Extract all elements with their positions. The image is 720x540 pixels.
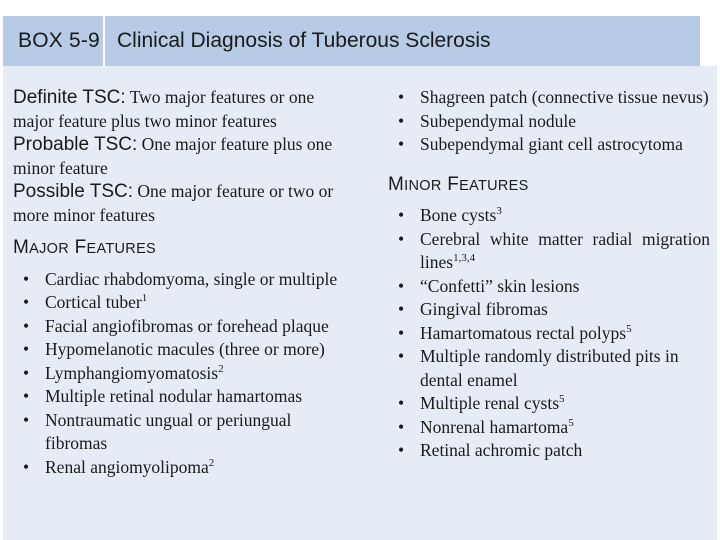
bullet-icon: • [398,440,405,460]
list-item: • Nonrenal hamartoma$^5$ [388,416,710,440]
list-item: • Lymphangiomyomatosis$^2$ [13,362,353,386]
definition-definite [13,86,353,133]
list-item: • Hamartomatous rectal polyps$^5$ [388,322,710,346]
list-item: • Multiple randomly distributed pits in dental enamel [398,346,679,390]
bullet-icon: • [398,322,405,343]
box-content [3,66,717,540]
bullet-icon: • [398,299,405,319]
bullet-icon: • [398,416,405,437]
bullet-icon: • [23,268,30,289]
header-divider [103,16,105,66]
list-item: • Retinal achromic patch [388,439,710,463]
bullet-icon: • [398,205,405,225]
list-item: • “Confetti” skin lesions [388,275,710,299]
bullet-icon: • [23,315,30,336]
list-item: • Renal angiomyolipoma$^2$ [13,456,353,480]
list-item: • Subependymal giant cell astrocytoma [388,133,710,157]
major-features-heading: MAJOR FEATURES [13,237,157,258]
bullet-icon: • [398,110,405,131]
bullet-icon: • [23,386,30,406]
box-header [3,16,717,66]
list-item: • Cerebral white matter radial migration lines$^{1,3,4}$ [398,228,710,272]
list-item: • Cortical tuber$^1$ [13,291,353,315]
list-item: • Gingival fibromas [388,298,710,322]
header-corner [700,16,720,66]
list-item: • Multiple renal cysts$^5$ [388,392,710,416]
bullet-icon: • [23,292,30,312]
bullet-icon: • [398,275,405,296]
definition-text: One major feature plus one minor feature [13,134,333,178]
minor-features-list [388,204,710,463]
definition-text: Two major features or one major feature plus two minor features [13,87,315,131]
definition-term: Possible TSC: [13,181,134,202]
bullet-icon: • [23,456,30,477]
list-item: • Facial angiofibromas or forehead plaque [13,315,353,339]
definition-text: One major feature or two or more minor features [13,181,334,225]
bullet-icon: • [398,134,405,154]
right-column [388,86,710,463]
list-item: • Shagreen patch (connective tissue nevus) [388,86,710,110]
major-features-list-continued [388,86,710,157]
list-item: • Cardiac rhabdomyoma, single or multiple [13,268,353,292]
bullet-icon: • [23,339,30,359]
bullet-icon: • [398,346,405,366]
definitions [13,86,353,227]
list-item: • Subependymal nodule [388,110,710,134]
definition-term: Probable TSC: [13,134,138,155]
bullet-icon: • [398,393,405,413]
definition-possible [13,180,353,227]
bullet-icon: • [398,87,405,107]
definition-probable [13,133,353,180]
major-features-list [13,268,353,480]
bullet-icon: • [23,409,30,430]
box-title: Clinical Diagnosis of Tuberous Sclerosis [117,29,491,52]
minor-features-heading: MINOR FEATURES [388,173,529,195]
box-label: BOX 5-9 [18,29,100,52]
left-column [13,86,353,479]
list-item: • Nontraumatic ungual or periungual fibromas [23,409,292,453]
bullet-icon: • [398,228,405,249]
list-item: • Bone cysts$^3$ [388,204,710,228]
list-item: • Multiple retinal nodular hamartomas [13,385,353,409]
definition-term: Definite TSC: [13,87,126,108]
list-item: • Hypomelanotic macules (three or more) [13,338,353,362]
bullet-icon: • [23,362,30,383]
